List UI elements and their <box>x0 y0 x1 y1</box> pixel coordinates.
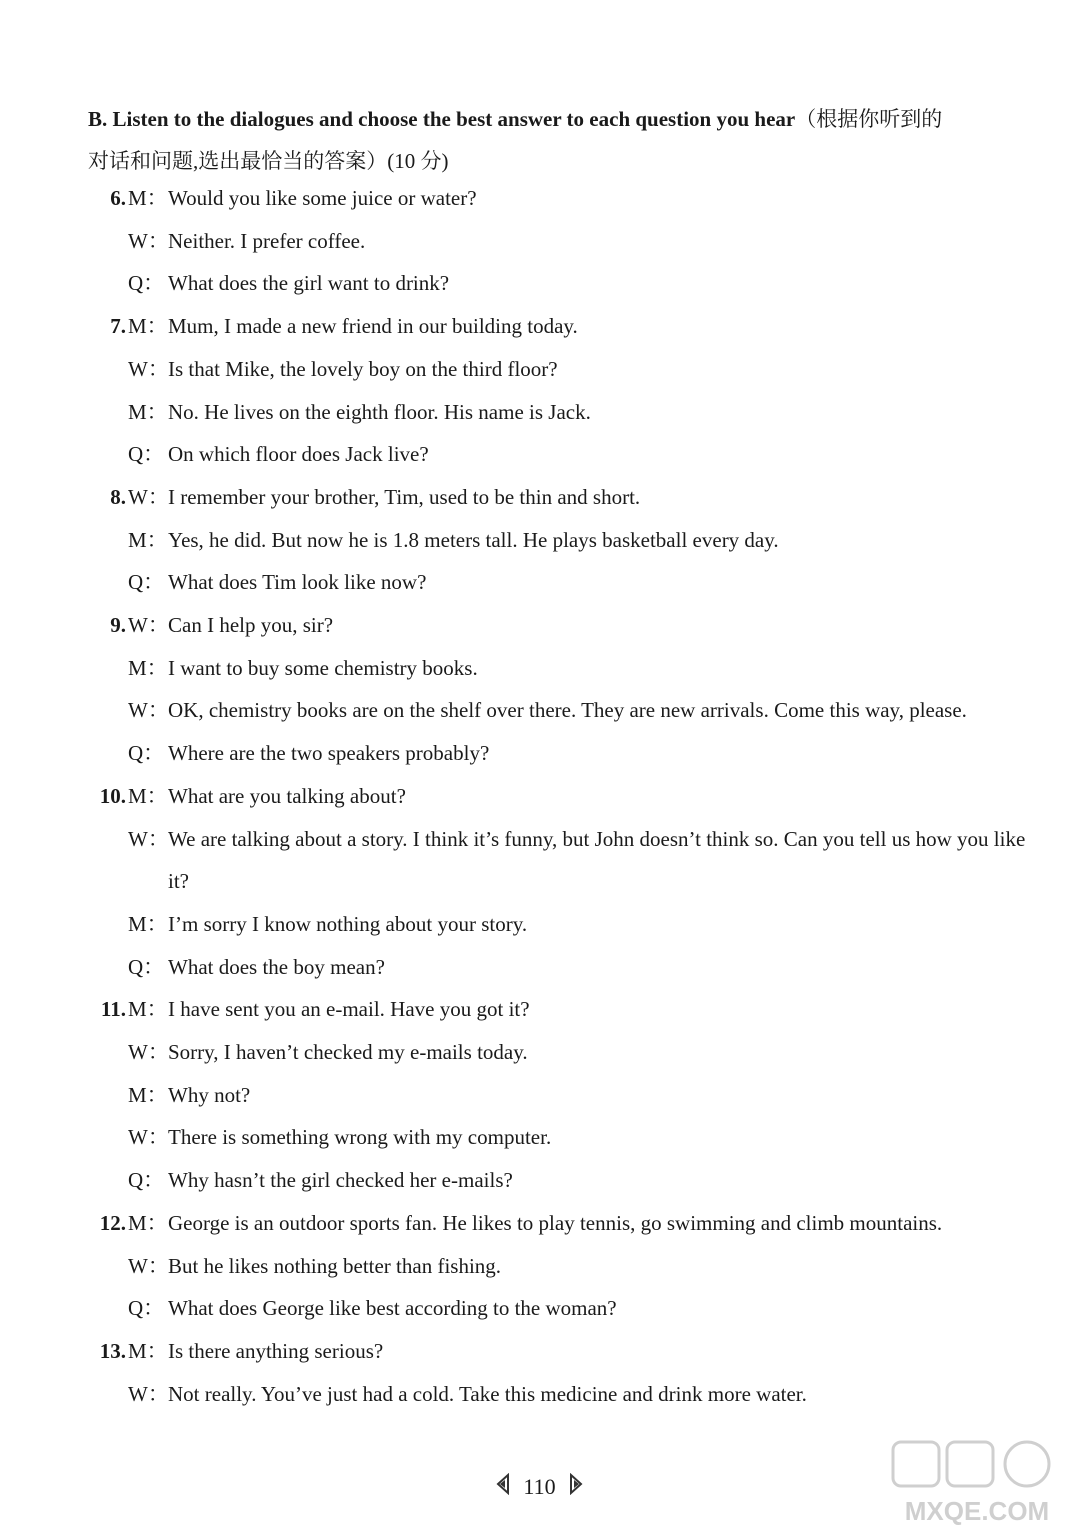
dialogue-text: No. He lives on the eighth floor. His name is Jack. <box>168 399 591 424</box>
dialogue-line <box>88 1373 1048 1416</box>
dialogue-line <box>88 1159 1048 1202</box>
dialogue-line <box>88 988 1048 1031</box>
dialogue-item <box>88 1330 1048 1415</box>
section-title-cn-2: 对话和问题,选出最恰当的答案）(10 分) <box>88 149 449 173</box>
speaker-label: Q： <box>128 271 165 296</box>
dialogue-text: I’m sorry I know nothing about your story. <box>168 911 528 936</box>
dialogue-text: What are you talking about? <box>168 783 406 808</box>
speaker-label: M： <box>128 1210 168 1235</box>
dialogue-line <box>88 305 1048 348</box>
dialogue-item <box>88 775 1048 989</box>
triangle-right-icon <box>569 1473 583 1500</box>
dialogue-line <box>88 604 1048 647</box>
dialogue-item <box>88 988 1048 1202</box>
speaker-label: M： <box>128 655 168 680</box>
speaker-label: W： <box>128 826 169 851</box>
dialogue-item <box>88 476 1048 604</box>
dialogue-text: Sorry, I haven’t checked my e-mails today. <box>168 1040 528 1065</box>
dialogue-text: George is an outdoor sports fan. He likes to play tennis, go swimming and climb mountains. <box>168 1210 943 1235</box>
dialogue-list <box>88 177 1048 1415</box>
speaker-label: W： <box>128 1253 169 1278</box>
dialogue-line <box>88 1287 1048 1330</box>
dialogue-text: Where are the two speakers probably? <box>168 741 490 766</box>
dialogue-text: Why not? <box>168 1082 251 1107</box>
dialogue-line <box>88 689 1048 732</box>
dialogue-line <box>88 903 1048 946</box>
dialogue-text: Is that Mike, the lovely boy on the third floor? <box>168 356 558 381</box>
dialogue-line <box>88 476 1048 519</box>
dialogue-line <box>88 519 1048 562</box>
speaker-label: Q： <box>128 570 165 595</box>
question-number: 10. <box>99 783 126 808</box>
dialogue-line <box>88 1116 1048 1159</box>
dialogue-line <box>88 348 1048 391</box>
dialogue-text: What does Tim look like now? <box>168 570 427 595</box>
dialogue-line <box>88 1031 1048 1074</box>
dialogue-item <box>88 1202 1048 1330</box>
speaker-label: W： <box>128 356 169 381</box>
speaker-label: W： <box>128 1040 169 1065</box>
section-title-cn-1: （根据你听到的 <box>795 107 943 131</box>
dialogue-line <box>88 262 1048 305</box>
question-number: 11. <box>100 997 126 1022</box>
speaker-label: M： <box>128 186 168 210</box>
speaker-label: Q： <box>128 954 165 979</box>
dialogue-line <box>88 1202 1048 1245</box>
dialogue-text: Neither. I prefer coffee. <box>168 228 366 253</box>
speaker-label: Q： <box>128 1168 165 1193</box>
question-number: 13. <box>99 1338 126 1363</box>
dialogue-item <box>88 604 1048 775</box>
speaker-label: W： <box>128 698 169 723</box>
dialogue-item <box>88 305 1048 476</box>
speaker-label: W： <box>128 484 169 509</box>
question-number: 12. <box>99 1210 126 1235</box>
dialogue-text: What does the girl want to drink? <box>168 271 450 296</box>
dialogue-text: Why hasn’t the girl checked her e-mails? <box>168 1168 513 1193</box>
dialogue-line <box>88 561 1048 604</box>
speaker-label: W： <box>128 613 169 638</box>
dialogue-line <box>88 433 1048 476</box>
dialogue-text: Is there anything serious? <box>168 1338 384 1363</box>
question-number: 6. <box>110 186 126 210</box>
dialogue-text: OK, chemistry books are on the shelf over there. They are new arrivals. Come this way, please. <box>168 698 967 723</box>
dialogue-line <box>88 818 1048 903</box>
dialogue-line <box>88 775 1048 818</box>
speaker-label: Q： <box>128 1296 165 1321</box>
svg-text:MXQE.COM: MXQE.COM <box>904 1496 1050 1526</box>
speaker-label: M： <box>128 399 168 424</box>
speaker-label: Q： <box>128 741 165 766</box>
speaker-label: W： <box>128 1125 169 1150</box>
dialogue-text: Mum, I made a new friend in our building today. <box>168 314 578 339</box>
dialogue-line <box>88 220 1048 263</box>
speaker-label: M： <box>128 1082 168 1107</box>
dialogue-line <box>88 1245 1048 1288</box>
dialogue-text: Not really. You’ve just had a cold. Take this medicine and drink more water. <box>168 1381 807 1406</box>
dialogue-line <box>88 1330 1048 1373</box>
question-number: 8. <box>110 484 126 509</box>
dialogue-line <box>88 946 1048 989</box>
dialogue-text: Can I help you, sir? <box>168 613 334 638</box>
dialogue-line <box>88 391 1048 434</box>
speaker-label: W： <box>128 228 169 253</box>
question-number: 9. <box>110 613 126 638</box>
dialogue-text: What does George like best according to the woman? <box>168 1296 617 1321</box>
dialogue-text: I have sent you an e-mail. Have you got it? <box>168 997 530 1022</box>
dialogue-line <box>88 647 1048 690</box>
dialogue-text: We are talking about a story. I think it’s funny, but John doesn’t think so. Can you tell us how you like it? <box>168 826 1026 894</box>
dialogue-line <box>88 1074 1048 1117</box>
triangle-left-icon <box>496 1473 510 1500</box>
speaker-label: Q： <box>128 442 165 467</box>
dialogue-text: What does the boy mean? <box>168 954 385 979</box>
dialogue-item <box>88 177 1048 305</box>
question-number: 7. <box>110 314 126 339</box>
dialogue-text: I want to buy some chemistry books. <box>168 655 478 680</box>
speaker-label: W： <box>128 1381 169 1406</box>
section-title: B. Listen to the dialogues and choose the best answer to each question you hear <box>88 107 796 131</box>
speaker-label: M： <box>128 783 168 808</box>
dialogue-text: I remember your brother, Tim, used to be thin and short. <box>168 484 641 509</box>
dialogue-text: There is something wrong with my computer. <box>168 1125 552 1150</box>
watermark-logo <box>887 1438 1067 1530</box>
dialogue-text: Would you like some juice or water? <box>168 186 477 210</box>
page-number: 110 <box>523 1473 556 1499</box>
speaker-label: M： <box>128 997 168 1022</box>
section-header <box>88 98 1038 182</box>
dialogue-line <box>88 177 1048 220</box>
dialogue-text: Yes, he did. But now he is 1.8 meters tall. He plays basketball every day. <box>168 527 779 552</box>
speaker-label: M： <box>128 1338 168 1363</box>
speaker-label: M： <box>128 911 168 936</box>
dialogue-text: But he likes nothing better than fishing. <box>168 1253 502 1278</box>
dialogue-text: On which floor does Jack live? <box>168 442 429 467</box>
speaker-label: M： <box>128 314 168 339</box>
dialogue-line <box>88 732 1048 775</box>
speaker-label: M： <box>128 527 168 552</box>
